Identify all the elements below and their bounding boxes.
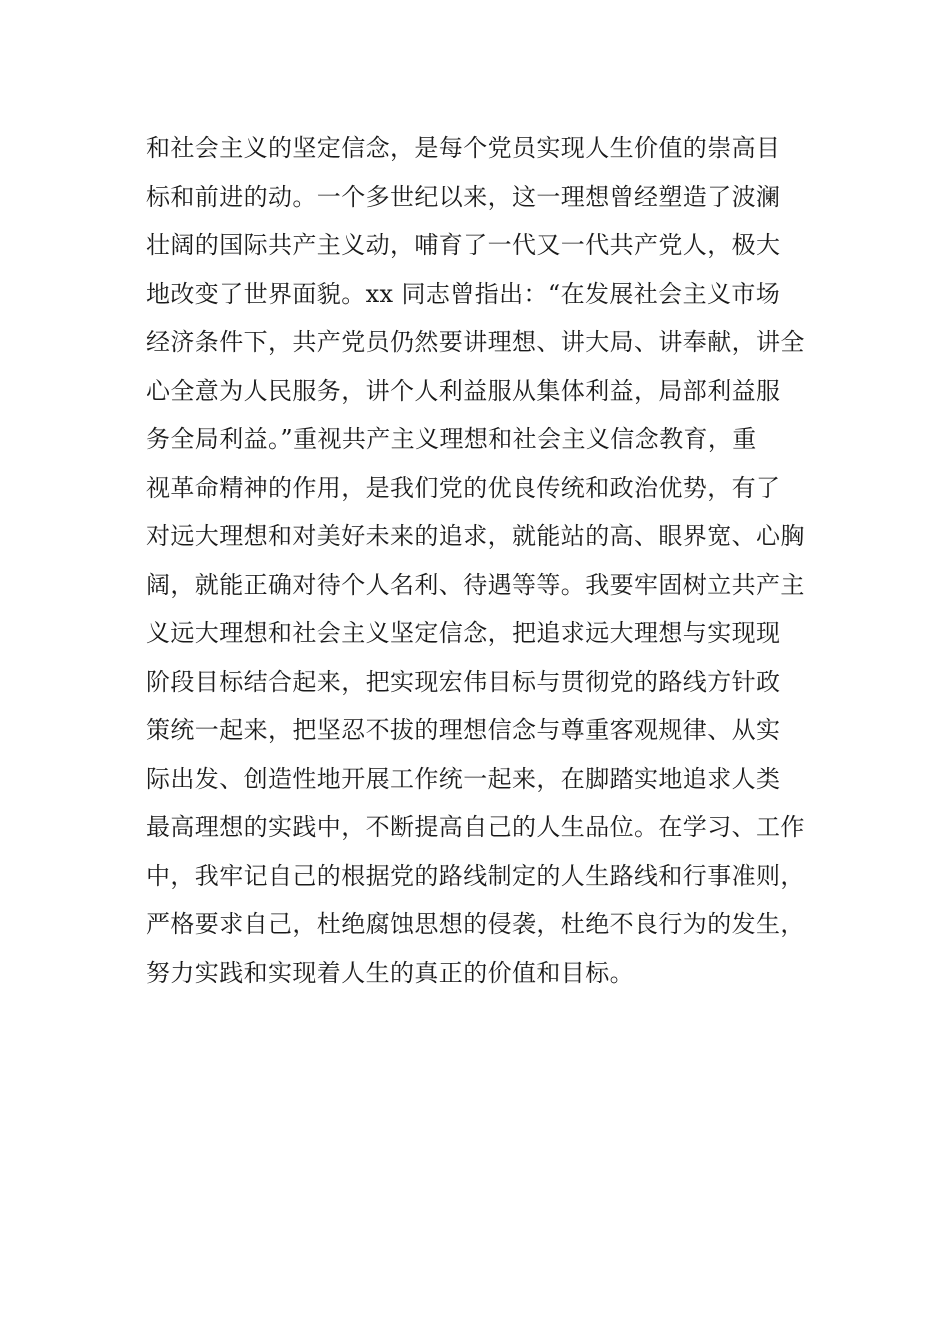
paragraph-line: 阶段目标结合起来，把实现宏伟目标与贯彻党的路线方针政 (146, 667, 781, 696)
body-paragraph (146, 124, 816, 997)
paragraph-line: 务全局利益。”重视共产主义理想和社会主义信念教育，重 (146, 425, 757, 453)
paragraph-line: 经济条件下，共产党员仍然要讲理想、讲大局、讲奉献，讲全 (146, 328, 805, 356)
paragraph-line: 地改变了世界面貌。xx 同志曾指出：“在发展社会主义市场 (146, 279, 781, 308)
paragraph-line: 对远大理想和对美好未来的追求，就能站的高、眼界宽、心胸 (146, 522, 805, 550)
paragraph-line: 最高理想的实践中，不断提高自己的人生品位。在学习、工作 (146, 813, 805, 841)
paragraph-line: 和社会主义的坚定信念，是每个党员实现人生价值的崇高目 (146, 134, 781, 162)
paragraph-line: 阔，就能正确对待个人名利、待遇等等。我要牢固树立共产主 (146, 570, 805, 599)
paragraph-line: 严格要求自己，杜绝腐蚀思想的侵袭，杜绝不良行为的发生， (146, 910, 805, 938)
paragraph-line: 标和前进的动。一个多世纪以来，这一理想曾经塑造了波澜 (146, 182, 781, 211)
paragraph-line: 义远大理想和社会主义坚定信念，把追求远大理想与实现现 (146, 619, 781, 647)
paragraph-line: 中，我牢记自己的根据党的路线制定的人生路线和行事准则， (146, 861, 805, 890)
paragraph-line: 努力实践和实现着人生的真正的价值和目标。 (146, 958, 634, 987)
paragraph-line: 视革命精神的作用，是我们党的优良传统和政治优势，有了 (146, 473, 781, 502)
paragraph-line: 壮阔的国际共产主义动，哺育了一代又一代共产党人，极大 (146, 231, 781, 259)
paragraph-line: 策统一起来，把坚忍不拔的理想信念与尊重客观规律、从实 (146, 716, 781, 744)
paragraph-line: 际出发、创造性地开展工作统一起来，在脚踏实地追求人类 (146, 764, 781, 793)
paragraph-line: 心全意为人民服务，讲个人利益服从集体利益，局部利益服 (146, 376, 781, 405)
